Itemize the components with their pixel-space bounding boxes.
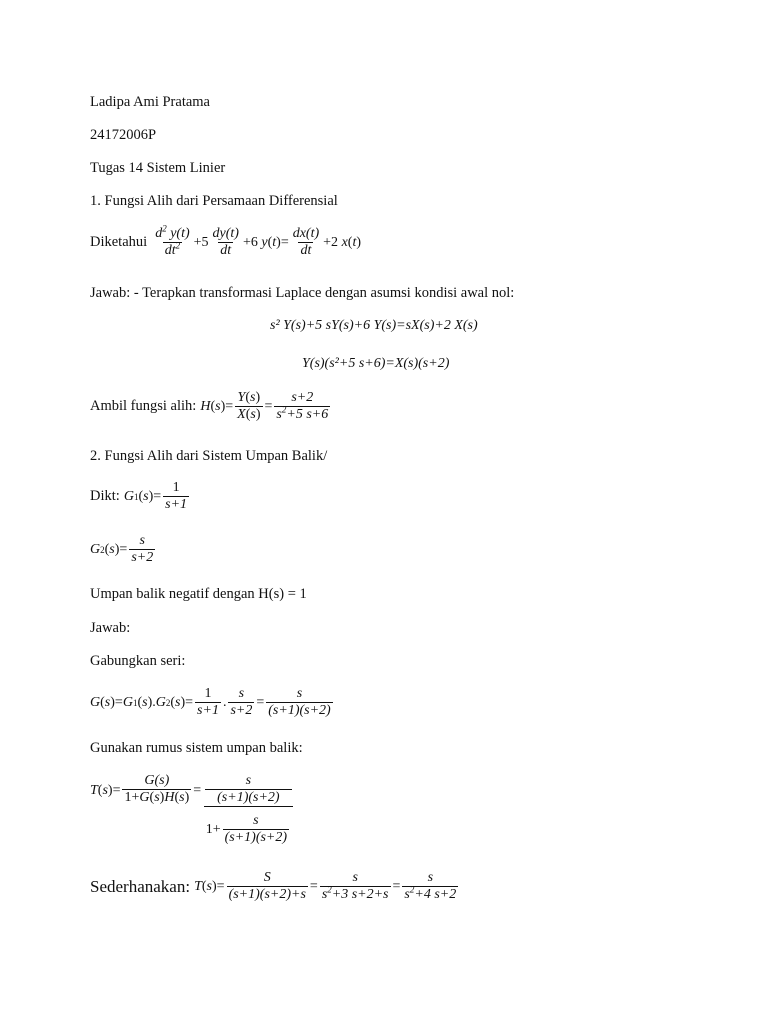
- laplace-equation: s² Y(s)+5 sY(s)+6 Y(s)=sX(s)+2 X(s): [270, 318, 478, 333]
- section2-heading: 2. Fungsi Alih dari Sistem Umpan Balik/: [90, 448, 328, 464]
- fraction-dx: $\frac{dx(t)}{dt}$: [292, 226, 320, 259]
- student-id: 24172006P: [90, 127, 157, 143]
- answer-laplace-text: Jawab: - Terapkan transformasi Laplace dengan asumsi kondisi awal nol:: [90, 285, 515, 301]
- transfer-function-equation: Ambil fungsi alih: H ( s )= $\frac{Y(s)}{X(s)}$ = $\frac{s+2}{s^2+5 s+6}$: [90, 390, 329, 423]
- feedback-note: Umpan balik negatif dengan H(s) = 1: [90, 586, 307, 602]
- series-equation: G ( s )= G 1 ( s ). G 2 ( s )= $\frac{1}{s+1}$ . $\frac{s}{s+2}$ = $\frac{s}{(s+1)(s+2)}$: [90, 686, 331, 719]
- author-name: Ladipa Ami Pratama: [90, 94, 210, 110]
- simplified-equation: Sederhanakan: T ( s )= $\frac{S}{(s+1)(s+2)+s}$ = $\frac{s}{s^2+3 s+2+s}$ = $\frac{s}{s^2+4 s+2}$: [90, 870, 457, 903]
- feedback-formula: T(s)= $\frac{G(s)}{1+G(s)H(s)}$ = s (s+1)(s+2) 1+ $\frac{s}{(s+1)(s+2)}$: [90, 773, 296, 846]
- factored-equation: Y(s)(s²+5 s+6)=X(s)(s+2): [302, 356, 450, 371]
- given-label: Diketahui: [90, 234, 148, 251]
- transfer-label: Ambil fungsi alih:: [90, 398, 197, 415]
- formula-label: Gunakan rumus sistem umpan balik:: [90, 740, 303, 756]
- g2-definition: G 2 ( s )= $\frac{s}{s+2}$: [90, 533, 154, 566]
- section1-heading: 1. Fungsi Alih dari Persamaan Differensial: [90, 193, 338, 209]
- assignment-title: Tugas 14 Sistem Linier: [90, 160, 226, 176]
- given-differential-equation: Diketahui $\frac{d^2 y(t)}{dt^2}$ +5 $\frac{dy(t)}{dt}$ +6 y(t)= $\frac{dx(t)}{dt}$ +2 x(t): [90, 223, 362, 259]
- fraction-d2y: $\frac{d^2 y(t)}{dt^2}$: [155, 223, 190, 259]
- g1-definition: Dikt: G 1 ( s )= $\frac{1}{s+1}$: [90, 480, 188, 513]
- simplify-label: Sederhanakan:: [90, 876, 191, 896]
- fraction-dy: $\frac{dy(t)}{dt}$: [212, 226, 239, 259]
- dikt-label: Dikt:: [90, 488, 120, 505]
- answer-label: Jawab:: [90, 620, 131, 636]
- series-label: Gabungkan seri:: [90, 653, 186, 669]
